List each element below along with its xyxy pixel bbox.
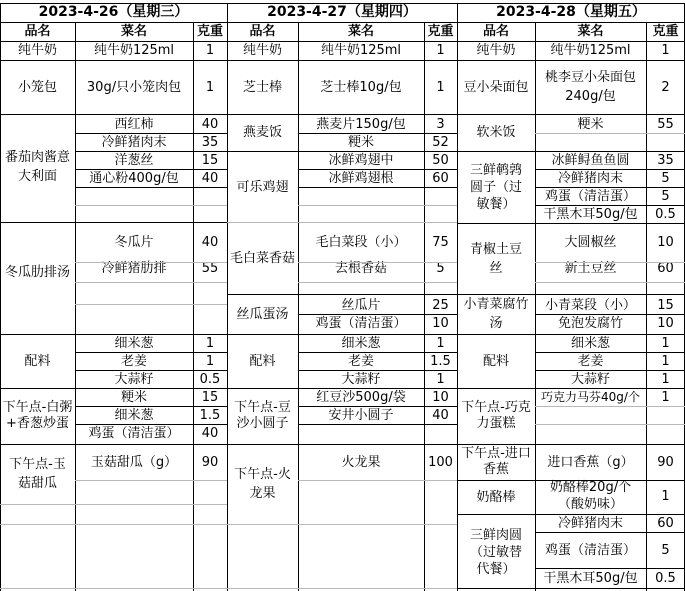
day1-date: 2023-4-26（星期三） bbox=[38, 4, 189, 20]
day1-snack1-name: 下午点-白粥+香葱炒蛋 bbox=[2, 400, 73, 431]
day3-yogurt-dish-1: 奶酪棒20g/个（酸奶味） bbox=[549, 480, 632, 512]
day1-main-dish-4: 通心粉400g/包 bbox=[89, 170, 179, 186]
day2-soup-dish-2: 鸡蛋（清洁蛋） bbox=[315, 315, 407, 331]
day3-yogurt-name: 奶酪棒 bbox=[476, 489, 516, 505]
day2-second-weight: 1 bbox=[436, 79, 445, 95]
day2-veg-dish-1: 毛白菜段（小） bbox=[315, 234, 407, 250]
day2-main-weight-1: 3 bbox=[436, 116, 445, 132]
day3-second-dish: 桃李豆小朵面包 240g/包 bbox=[544, 70, 636, 104]
day1-main-dish-2: 冷鲜猪肉末 bbox=[101, 134, 167, 150]
day3-balls-dish-2: 冷鲜猪肉末 bbox=[557, 170, 623, 186]
day1-main-weight-2: 35 bbox=[201, 134, 219, 150]
day3-header-weight: 克重 bbox=[652, 24, 679, 39]
day3-balls-dish-1: 冰鲜鲟鱼鱼圆 bbox=[551, 152, 630, 168]
day3-balls-weight-2: 5 bbox=[661, 170, 670, 186]
day3-balls-weight-3: 5 bbox=[661, 188, 670, 204]
day1-main-weight-1: 40 bbox=[201, 116, 219, 132]
day3-veg-dish-1: 大圆椒丝 bbox=[564, 234, 617, 250]
day1-snack2-weight-1: 90 bbox=[201, 454, 219, 470]
day1-snack1-weight-1: 15 bbox=[201, 389, 219, 405]
day3-spice-weight-1: 1 bbox=[661, 335, 670, 351]
day2-wings-dish-1: 冰鲜鸡翅中 bbox=[328, 152, 394, 168]
day3-meatballs-dish-1: 冷鲜猪肉末 bbox=[557, 515, 623, 531]
day3-meatballs-name: 三鲜肉圆（过敏替代餐） bbox=[469, 528, 522, 577]
day1-milk-dish: 纯牛奶125ml bbox=[93, 43, 175, 58]
day3-soup-weight-2: 10 bbox=[657, 315, 674, 331]
day1-snack1-weight-2: 1.5 bbox=[199, 407, 221, 423]
day1-snack1-dish-3: 鸡蛋（清洁蛋） bbox=[88, 425, 180, 441]
day3-second-weight: 2 bbox=[661, 79, 670, 95]
day2-header-name: 品名 bbox=[249, 24, 276, 39]
day2-veg-name: 毛白菜香菇 bbox=[230, 250, 296, 266]
day1-snack1-dish-1: 粳米 bbox=[120, 389, 147, 405]
day2-main-dish-2: 粳米 bbox=[347, 134, 374, 150]
day3-main-dish-1: 粳米 bbox=[577, 116, 604, 132]
day3-milk-dish: 纯牛奶125ml bbox=[550, 43, 631, 58]
day1-spice-weight-1: 1 bbox=[205, 335, 215, 351]
day3-snack1-name: 下午点-巧克力蛋糕 bbox=[461, 400, 531, 431]
day2-soup-weight-1: 25 bbox=[432, 297, 449, 313]
day3-spice-dish-3: 大蒜籽 bbox=[570, 371, 610, 387]
day3-meatballs-dish-2: 鸡蛋（清洁蛋） bbox=[544, 542, 636, 558]
day1-spice-weight-3: 0.5 bbox=[199, 371, 221, 387]
day2-main-dish-1: 燕麦片150g/包 bbox=[316, 116, 406, 132]
day2-spice-dish-3: 大蒜籽 bbox=[341, 371, 381, 387]
day3-veg-weight-2: 60 bbox=[657, 260, 674, 276]
day2-snack1-weight-2: 40 bbox=[432, 407, 449, 423]
day2-snack1-dish-2: 安井小圆子 bbox=[328, 407, 394, 423]
day3-snack1-dish-1: 巧克力马芬40g/个 bbox=[541, 389, 640, 404]
day1-soup-dish-2: 冷鲜猪肋排 bbox=[101, 260, 167, 276]
day3-veg-name: 青椒土豆丝 bbox=[469, 242, 522, 276]
day2-soup-dish-1: 丝瓜片 bbox=[341, 297, 381, 313]
day1-soup-name: 冬瓜肋排汤 bbox=[4, 264, 70, 280]
day2-second-dish: 芝士棒10g/包 bbox=[320, 79, 402, 95]
day2-spice-dish-1: 细米葱 bbox=[341, 335, 381, 351]
day3-snack2-dish-1: 进口香蕉（g） bbox=[547, 454, 634, 470]
day2-spice-weight-3: 1 bbox=[436, 371, 445, 387]
day2-spice-name: 配料 bbox=[249, 353, 276, 369]
day3-header-dish: 菜名 bbox=[577, 24, 604, 39]
day1-snack1-dish-2: 细米葱 bbox=[114, 407, 154, 423]
day3-main-weight-1: 55 bbox=[657, 116, 674, 132]
day1-main-weight-3: 15 bbox=[201, 152, 219, 168]
day3-balls-dish-3: 鸡蛋（清洁蛋） bbox=[544, 188, 636, 204]
day3-snack2-name: 下午点-进口香蕉 bbox=[461, 446, 531, 477]
day2-main-name: 燕麦饭 bbox=[242, 124, 282, 140]
day3-yogurt-weight-1: 1 bbox=[661, 488, 670, 504]
day3-veg-dish-2: 新土豆丝 bbox=[564, 260, 617, 276]
day2-soup-weight-2: 10 bbox=[432, 315, 449, 331]
day3-spice-weight-2: 1 bbox=[661, 353, 670, 369]
day1-spice-dish-3: 大蒜籽 bbox=[114, 371, 154, 387]
day2-snack1-dish-1: 红豆沙500g/袋 bbox=[316, 389, 406, 405]
day3-meatballs-dish-3: 干黑木耳50g/包 bbox=[543, 570, 638, 586]
day3-milk-name: 纯牛奶 bbox=[476, 43, 516, 58]
day3-second-name: 豆小朵面包 bbox=[463, 79, 529, 95]
day1-milk-weight: 1 bbox=[205, 43, 215, 58]
day2-wings-name: 可乐鸡翅 bbox=[236, 179, 289, 195]
day2-wings-weight-2: 60 bbox=[432, 170, 449, 186]
day1-header-dish: 菜名 bbox=[120, 24, 147, 39]
day2-veg-weight-2: 5 bbox=[436, 260, 445, 276]
day2-snack2-dish-1: 火龙果 bbox=[341, 454, 381, 470]
day1-second-weight: 1 bbox=[205, 79, 215, 95]
day1-main-dish-1: 西红柿 bbox=[114, 116, 154, 132]
day3-balls-dish-4: 干黑木耳50g/包 bbox=[543, 206, 638, 222]
day2-snack1-name: 下午点-豆沙小圆子 bbox=[234, 400, 291, 431]
day1-milk-name: 纯牛奶 bbox=[17, 43, 57, 58]
day1-spice-dish-1: 细米葱 bbox=[114, 335, 154, 351]
day3-main-name: 软米饭 bbox=[476, 124, 516, 140]
day2-milk-weight: 1 bbox=[436, 43, 445, 58]
day3-spice-dish-1: 细米葱 bbox=[570, 335, 610, 351]
day2-wings-dish-2: 冰鲜鸡翅根 bbox=[328, 170, 394, 186]
day2-wings-weight-1: 50 bbox=[432, 152, 449, 168]
day2-spice-weight-2: 1.5 bbox=[430, 353, 451, 369]
day1-soup-weight-2: 55 bbox=[201, 260, 219, 276]
day1-second-dish: 30g/只小笼肉包 bbox=[86, 79, 182, 95]
day2-header-weight: 克重 bbox=[427, 24, 454, 39]
day3-soup-name: 小青菜腐竹汤 bbox=[463, 297, 529, 331]
day3-veg-weight-1: 10 bbox=[657, 234, 674, 250]
day1-spice-dish-2: 老姜 bbox=[120, 353, 147, 369]
day2-snack2-name: 下午点-火龙果 bbox=[234, 467, 291, 501]
day2-header-dish: 菜名 bbox=[347, 24, 374, 39]
day3-balls-weight-4: 0.5 bbox=[655, 206, 676, 222]
day3-snack1-weight-1: 1 bbox=[661, 389, 670, 405]
day1-second-name: 小笼包 bbox=[17, 79, 57, 95]
day3-date: 2023-4-28（星期五） bbox=[496, 4, 646, 20]
day3-meatballs-weight-3: 0.5 bbox=[655, 570, 676, 586]
day3-header-name: 品名 bbox=[482, 24, 509, 39]
day1-snack2-name: 下午点-玉菇甜瓜 bbox=[9, 457, 66, 491]
day3-soup-dish-1: 小青菜段（小） bbox=[544, 297, 636, 313]
day3-balls-name: 三鲜鹌鹑圆子（过敏餐） bbox=[469, 162, 522, 212]
day3-spice-name: 配料 bbox=[482, 353, 509, 369]
day2-milk-name: 纯牛奶 bbox=[242, 43, 282, 58]
day2-spice-dish-2: 老姜 bbox=[347, 353, 374, 369]
day2-veg-dish-2: 去根香菇 bbox=[334, 260, 387, 276]
day2-milk-dish: 纯牛奶125ml bbox=[320, 43, 402, 58]
day3-soup-weight-1: 15 bbox=[657, 297, 674, 313]
day3-balls-weight-1: 35 bbox=[657, 152, 674, 168]
day2-date: 2023-4-27（星期四） bbox=[267, 4, 417, 20]
day1-snack2-dish-1: 玉菇甜瓜（g） bbox=[90, 454, 178, 470]
day3-meatballs-weight-2: 5 bbox=[661, 542, 670, 558]
day3-spice-weight-3: 1 bbox=[661, 371, 670, 387]
day1-main-weight-4: 40 bbox=[201, 170, 219, 186]
day1-snack1-weight-3: 40 bbox=[201, 425, 219, 441]
day1-main-name: 番茄肉酱意大利面 bbox=[4, 150, 70, 184]
day1-main-dish-3: 洋葱丝 bbox=[114, 152, 154, 168]
day2-soup-name: 丝瓜蛋汤 bbox=[236, 306, 289, 322]
day2-snack2-weight-1: 100 bbox=[428, 454, 453, 470]
day3-spice-dish-2: 老姜 bbox=[577, 353, 604, 369]
day3-snack2-weight-1: 90 bbox=[657, 454, 674, 470]
day1-header-weight: 克重 bbox=[196, 24, 223, 39]
day1-spice-weight-2: 1 bbox=[205, 353, 215, 369]
day1-soup-weight-1: 40 bbox=[201, 234, 219, 250]
day3-soup-dish-2: 免泡发腐竹 bbox=[557, 315, 623, 331]
day2-second-name: 芝士棒 bbox=[242, 79, 282, 95]
day2-snack1-weight-1: 10 bbox=[432, 389, 449, 405]
day1-soup-dish-1: 冬瓜片 bbox=[114, 234, 154, 250]
day2-main-weight-2: 52 bbox=[432, 134, 449, 150]
day3-meatballs-weight-1: 60 bbox=[657, 515, 674, 531]
day2-spice-weight-1: 1 bbox=[436, 335, 445, 351]
day1-header-name: 品名 bbox=[24, 24, 51, 39]
day1-spice-name: 配料 bbox=[24, 353, 51, 369]
day3-milk-weight: 1 bbox=[661, 43, 670, 58]
day2-veg-weight-1: 75 bbox=[432, 234, 449, 250]
